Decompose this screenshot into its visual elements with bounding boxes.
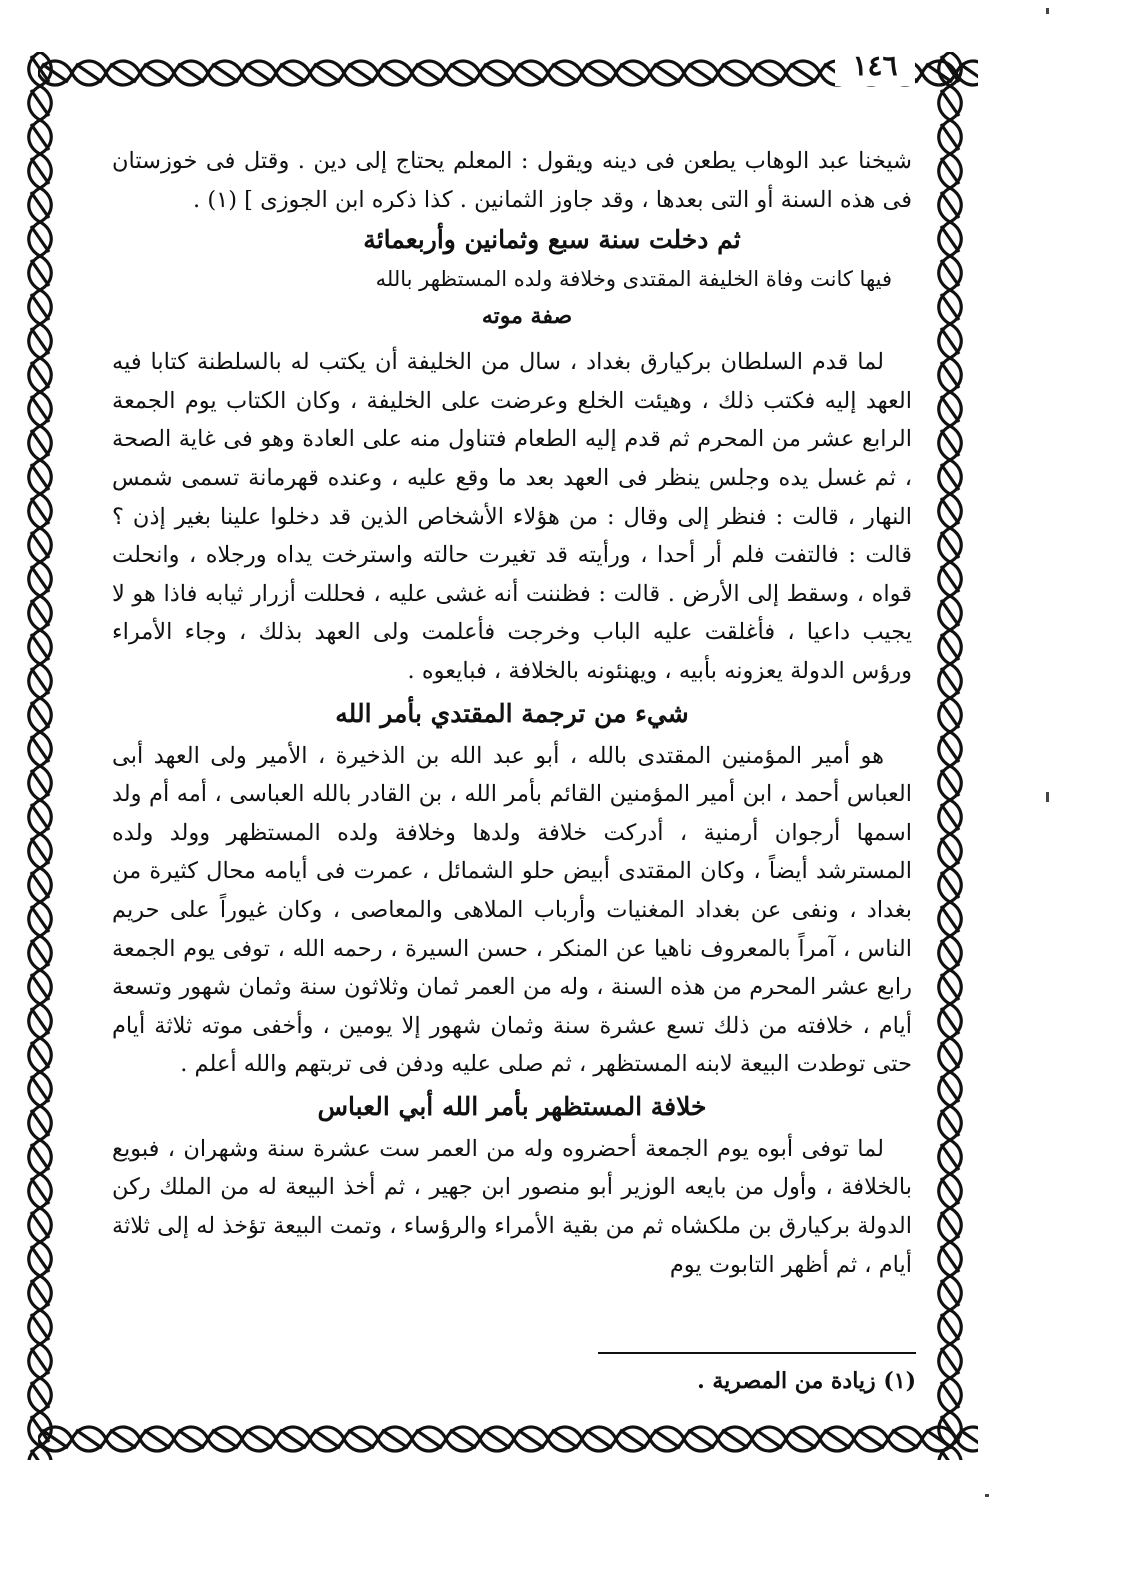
ornamental-border-bottom xyxy=(38,1418,978,1460)
ornamental-border-left xyxy=(20,52,60,1460)
intro-paragraph: شيخنا عبد الوهاب يطعن فى دينه ويقول : المعلم يحتاج إلى دين . وقتل فى خوزستان فى هذه السنة أو التى بعدها ، وقد جاوز الثمانين . كذا ذكره ابن الجوزى ] (١) . xyxy=(112,148,912,213)
page-number: ١٤٦ xyxy=(835,46,915,86)
margin-speck xyxy=(1046,792,1049,802)
caliphate-paragraph: لما توفى أبوه يوم الجمعة أحضروه وله من العمر ست عشرة سنة وشهران ، فبويع بالخلافة ، وأول من بايعه الوزير أبو منصور ابن جهير ، ثم أخذ البيعة له من الملك ركن الدولة بركيارق بن ملكشاه ثم من بقية الأمراء والرؤساء ، وتمت البيعة تؤخذ له إلى ثلاثة أيام ، ثم أظهر التابوت يوم xyxy=(112,1135,912,1278)
year-heading: ثم دخلت سنة سبع وثمانين وأربعمائة xyxy=(363,225,741,255)
caliphate-heading: خلافة المستظهر بأمر الله أبي العباس xyxy=(317,1091,707,1121)
footnote: (١) زيادة من المصرية . xyxy=(697,1368,916,1394)
page-body xyxy=(112,142,912,1284)
biography-heading: شيء من ترجمة المقتدي بأمر الله xyxy=(335,698,689,728)
year-subheading: فيها كانت وفاة الخليفة المقتدى وخلافة ولده المستظهر بالله xyxy=(375,267,892,292)
footnote-divider xyxy=(598,1352,916,1354)
margin-speck xyxy=(1046,8,1049,14)
ornamental-border-right xyxy=(930,52,970,1460)
biography-paragraph: هو أمير المؤمنين المقتدى بالله ، أبو عبد الله بن الذخيرة ، الأمير ولى العهد أبى العباس أحمد ، ابن أمير المؤمنين القائم بأمر الله ، بن القادر بالله العباسى ، أمه أم ولد اسمها أرجوان أرمنية ، أدركت خلافة ولدها وخلافة ولده المستظهر وولد ولده المسترشد أيضاً ، وكان المقتدى أبيض حلو الشمائل ، عمرت فى أيامه محال كثيرة من بغداد ، ونفى عن بغداد المغنيات وأرباب الملاهى والمعاصى ، وكان غيوراً على حريم الناس ، آمراً بالمعروف ناهيا عن المنكر ، حسن السيرة ، رحمه الله ، توفى يوم الجمعة رابع عشر المحرم من هذه السنة ، وله من العمر ثمان وثلاثون سنة وثمان شهور وتسعة أيام ، خلافته من ذلك تسع عشرة سنة وثمان شهور إلا يومين ، وأخفى موته ثلاثة أيام حتى توطدت البيعة لابنه المستظهر ، ثم صلى عليه ودفن فى تربتهم والله أعلم . xyxy=(112,742,912,1078)
death-paragraph: لما قدم السلطان بركيارق بغداد ، سال من الخليفة أن يكتب له بالسلطنة كتابا فيه العهد إليه فكتب ذلك ، وهيئت الخلع وعرضت على الخليفة ، وكان الكتاب يوم الجمعة الرابع عشر من المحرم ثم قدم إليه الطعام فتناول منه على العادة وهو فى غاية الصحة ، ثم غسل يده وجلس ينظر فى العهد بعد ما وقع عليه ، وعنده قهرمانة تسمى شمس النهار ، قالت : فنظر إلى وقال : من هؤلاء الأشخاص الذين قد دخلوا علينا بغير إذن ؟ قالت : فالتفت فلم أر أحدا ، ورأيته قد تغيرت حالته واسترخت يداه ورجلاه ، وانحلت قواه ، وسقط إلى الأرض . قالت : فظننت أنه غشى عليه ، فحللت أزرار ثيابه فاذا هو لا يجيب داعيا ، فأغلقت عليه الباب وخرجت فأعلمت ولى العهد بذلك ، وجاء الأمراء ورؤس الدولة يعزونه بأبيه ، ويهنئونه بالخلافة ، فبايعوه . xyxy=(112,349,912,684)
death-heading: صفة موته xyxy=(481,303,573,330)
margin-speck xyxy=(985,1494,989,1497)
